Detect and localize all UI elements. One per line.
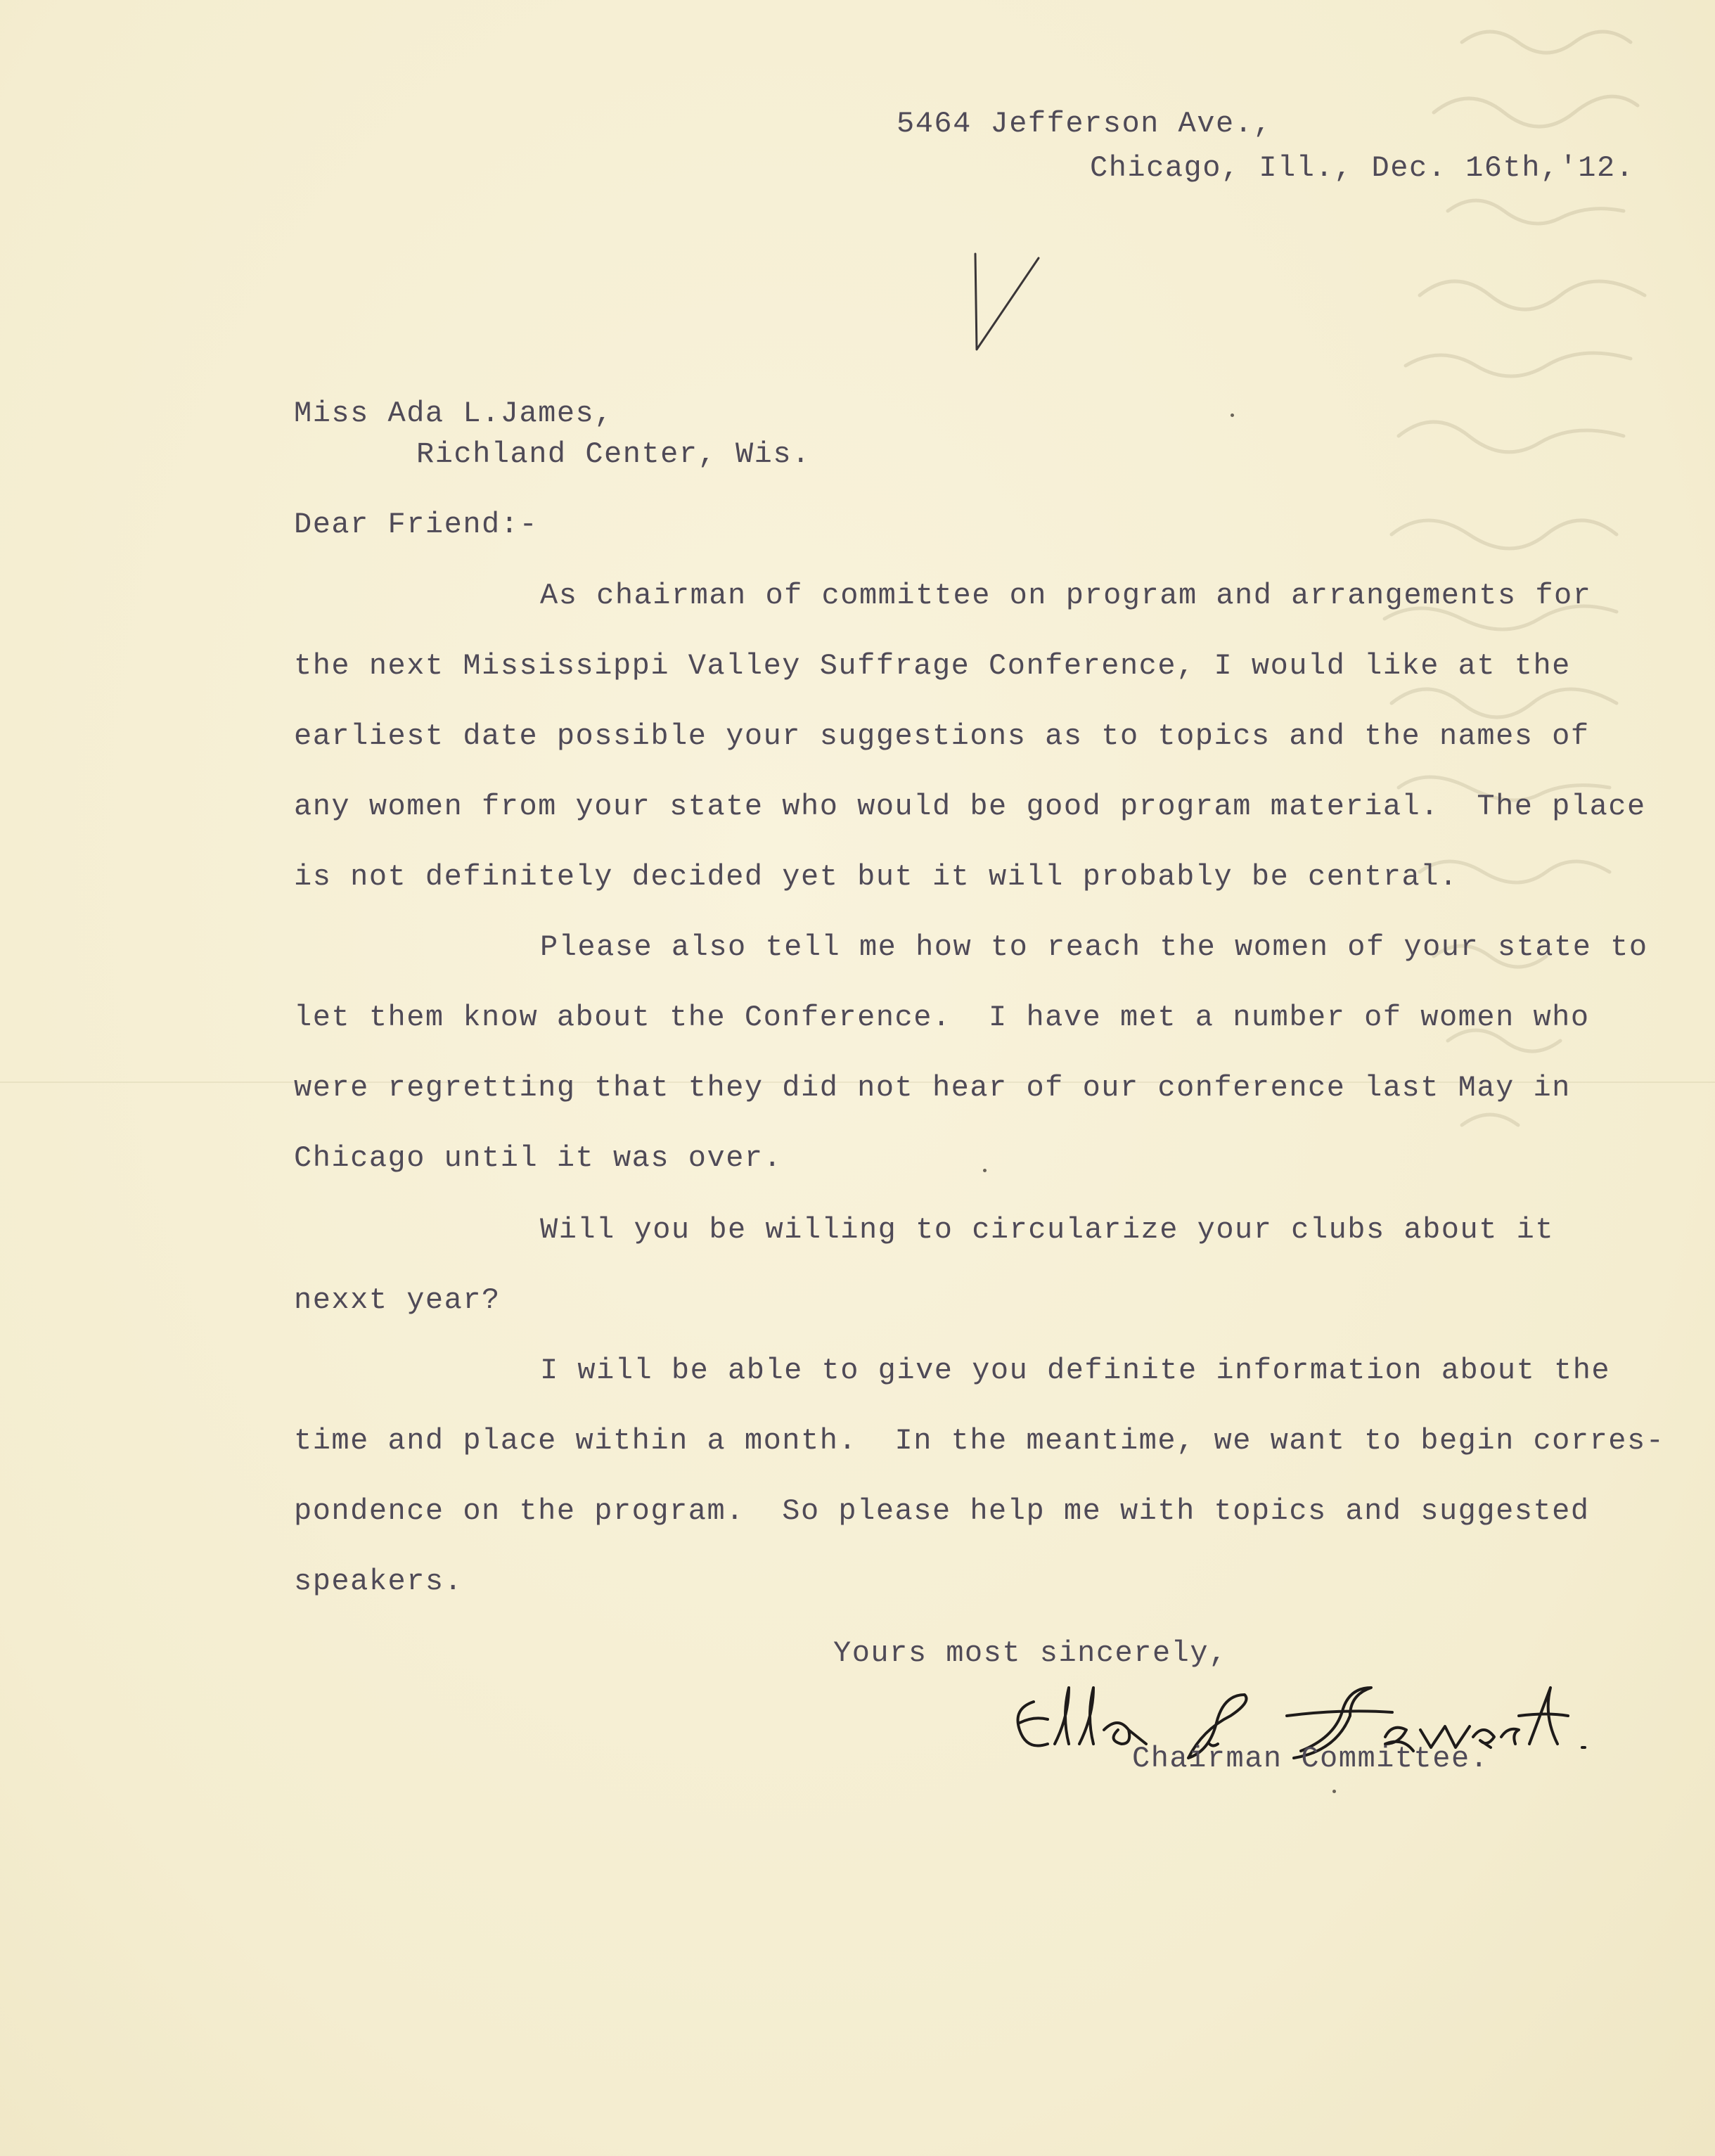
- body-line: pondence on the program. So please help me with topics and suggested: [294, 1494, 1590, 1528]
- body-line: Will you be willing to circularize your clubs about it: [540, 1213, 1555, 1247]
- body-line: time and place within a month. In the meantime, we want to begin corres-: [294, 1424, 1665, 1458]
- recipient-name: Miss Ada L.James,: [294, 397, 613, 430]
- recipient-place: Richland Center, Wis.: [416, 437, 811, 471]
- sender-address-street: 5464 Jefferson Ave.,: [897, 107, 1273, 141]
- signer-title: Chairman Committee.: [1132, 1742, 1489, 1776]
- body-line: As chairman of committee on program and arrangements for: [540, 579, 1592, 612]
- body-line: is not definitely decided yet but it will probably be central.: [294, 860, 1458, 894]
- body-line: Please also tell me how to reach the women of your state to: [540, 930, 1648, 964]
- body-line: were regretting that they did not hear of our conference last May in: [294, 1071, 1571, 1105]
- body-line: speakers.: [294, 1565, 463, 1598]
- body-line: earliest date possible your suggestions as to topics and the names of: [294, 719, 1590, 753]
- salutation: Dear Friend:-: [294, 508, 539, 541]
- closing: Yours most sincerely,: [833, 1636, 1228, 1670]
- paper-speck: [983, 1169, 987, 1172]
- body-line: I will be able to give you definite information about the: [540, 1354, 1611, 1387]
- paper-speck: [1231, 413, 1234, 417]
- body-line: any women from your state who would be good program material. The place: [294, 790, 1646, 823]
- body-line: the next Mississippi Valley Suffrage Conference, I would like at the: [294, 649, 1571, 683]
- body-line: let them know about the Conference. I have met a number of women who: [294, 1001, 1590, 1034]
- checkmark-annotation: [960, 250, 1051, 362]
- sender-address-city-date: Chicago, Ill., Dec. 16th,'12.: [1090, 151, 1635, 185]
- body-line: Chicago until it was over.: [294, 1141, 783, 1175]
- paper-speck: [1332, 1790, 1336, 1793]
- body-line: nexxt year?: [294, 1283, 501, 1317]
